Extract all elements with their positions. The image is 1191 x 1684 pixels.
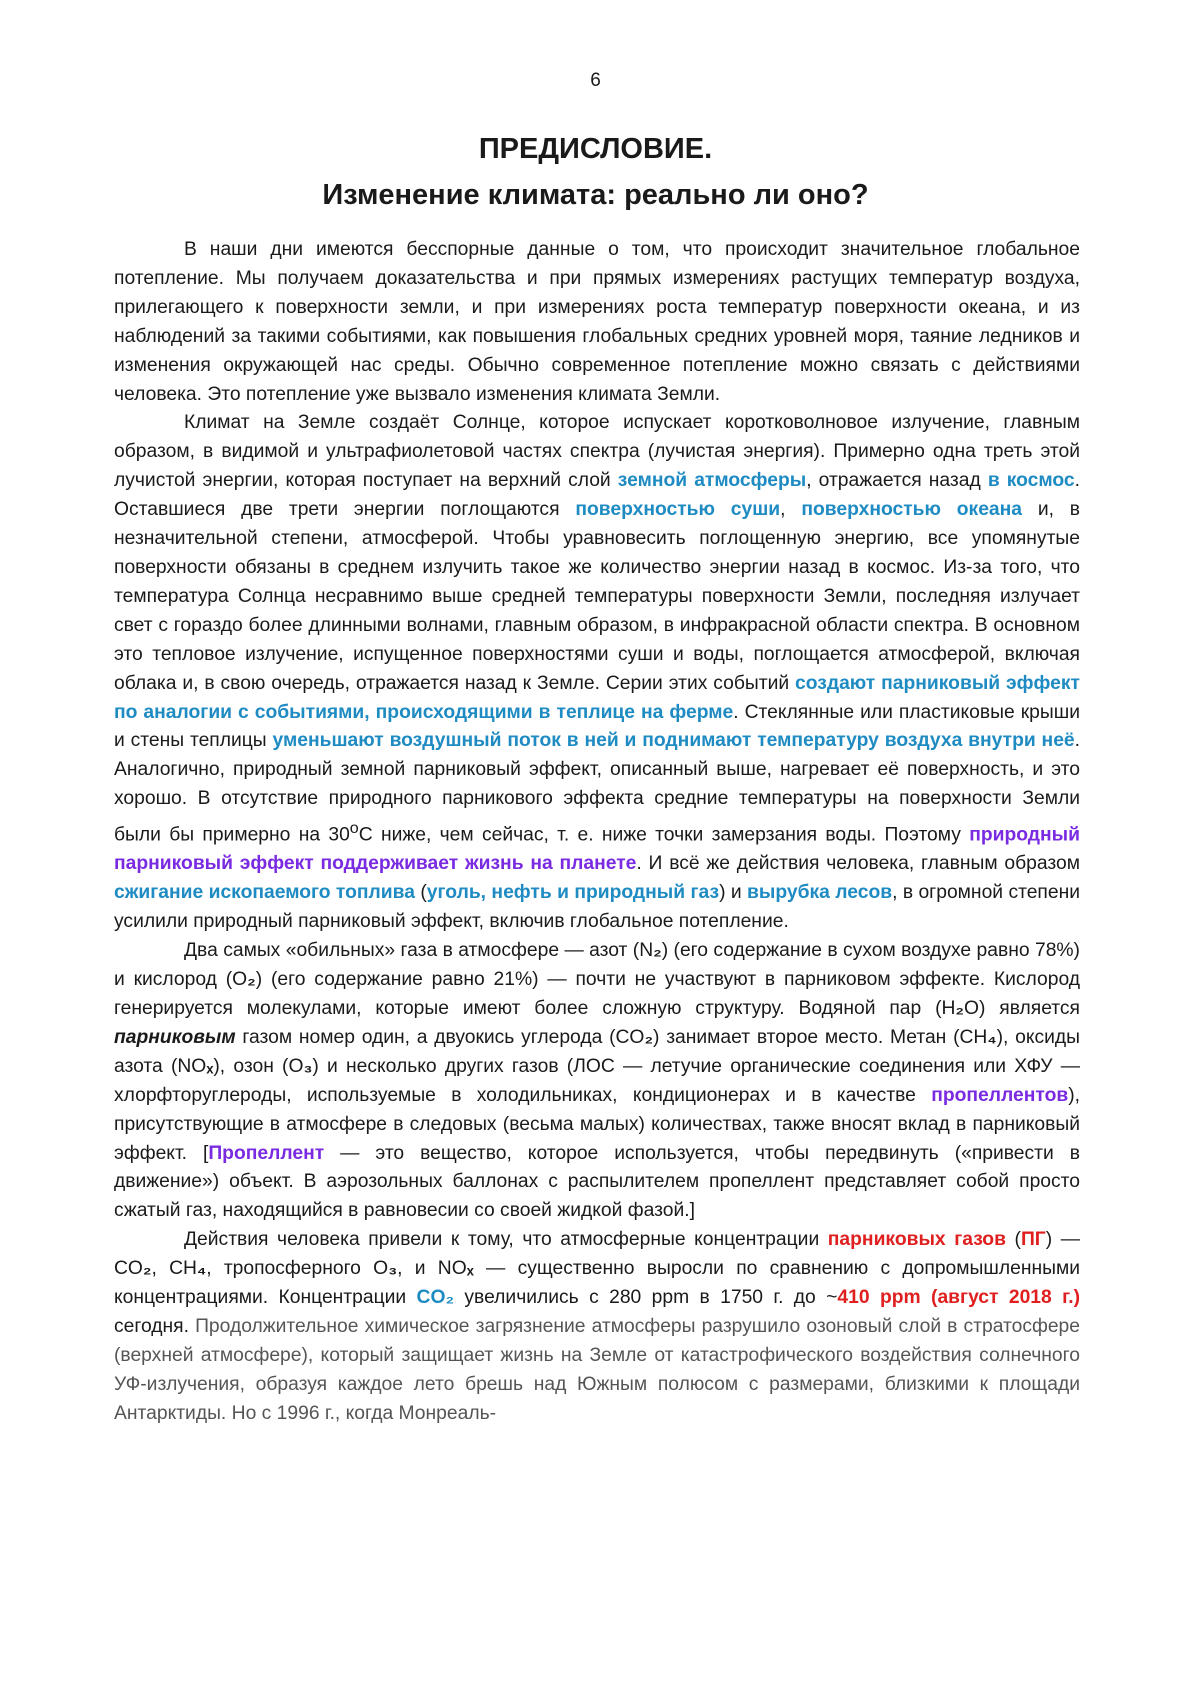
text: — существенно выросли по сравнению с допромышленными концентрациями. Концентрации bbox=[114, 1258, 1081, 1309]
text: . И всё же действия человека, главным образом bbox=[636, 853, 1080, 875]
text: Действия человека привели к тому, что атмосферные концентрации bbox=[184, 1229, 828, 1251]
text: , тропосферного O bbox=[206, 1258, 389, 1280]
highlight: поверхностью суши bbox=[575, 499, 781, 521]
text: , отражается назад bbox=[806, 470, 988, 492]
highlight: земной атмосферы bbox=[617, 470, 807, 492]
text: Климат на Земле создаёт Солнце, которое испускает коротковолновое излучение, главным образом, в видимой и ультрафиолетовой частях спектра (лучистая энергия). Примерно одна треть этой лучистой энергии, которая поступает на верхний слой bbox=[114, 412, 1080, 492]
heading-line-1: ПРЕДИСЛОВИЕ. bbox=[478, 133, 713, 165]
text: ) (его содержание в сухом воздухе равно 78%) и кислород (O bbox=[114, 940, 1080, 991]
highlight: вырубка лесов bbox=[747, 882, 893, 904]
text: ), оксиды азота (NO bbox=[114, 1026, 1080, 1077]
highlight: сжигание ископаемого топлива bbox=[114, 882, 415, 904]
text: газом номер один, а двуокись углерода (CO bbox=[235, 1026, 645, 1048]
gray-text: Продолжительное химическое загрязнение атмосферы разрушило озоновый слой в стратосфере (верхней атмосфере), который защищает жизнь на Земле от катастрофического воздействия солнечного УФ-излучения, образуя каждое лето брешь над Южным полюсом с размерами, близкими к площади Антарктиды. Но с 1996 г., когда Монреаль- bbox=[114, 1315, 1081, 1424]
highlight: поверхностью океана bbox=[801, 499, 1023, 521]
body-text bbox=[114, 236, 1080, 1429]
paragraph-1 bbox=[114, 236, 1080, 409]
text: . Аналогично, природный земной парниковый эффект, описанный выше, нагревает её поверхность, и это хорошо. В отсутствие природного парникового эффекта средние температуры на поверхности Земли были бы примерно на 30 bbox=[114, 730, 1081, 846]
subscript: ₂ bbox=[142, 1258, 152, 1280]
paragraph-3 bbox=[114, 937, 1080, 1226]
text: ), присутствующие в атмосфере в следовых (весьма малых) количествах, также вносят вклад в парниковый эффект. [ bbox=[114, 1084, 1080, 1164]
highlight: CO₂ bbox=[416, 1287, 455, 1309]
paragraph-2 bbox=[114, 409, 1080, 937]
text: В наши дни имеются бесспорные данные о том, что происходит значительное глобальное потепление. Мы получаем доказательства и при прямых измерениях растущих температур воздуха, прилегающего к поверхности земли, и при измерениях роста температур поверхности океана, и из наблюдений за такими событиями, как повышения глобальных средних уровней моря, таяние ледников и изменения окружающей нас среды. Обычно современное потепление можно связать с действиями человека. Это потепление уже вызвало изменения климата Земли. bbox=[114, 239, 1080, 405]
text: ) (его содержание равно 21%) — почти не участвуют в парниковом эффекте. Кислород генерируется молекулами, которые имеют более сложную структуру. Водяной пар (H bbox=[114, 969, 1081, 1019]
subscript: ₃ bbox=[388, 1258, 398, 1280]
subscript: ₂ bbox=[653, 940, 662, 962]
subscript: ₂ bbox=[955, 997, 964, 1019]
chapter-heading bbox=[0, 126, 1191, 218]
text: — это вещество, которое используется, чтобы передвинуть («привести в движение») объект. В аэрозольных баллонах с распылителем пропеллент представляет собой просто сжатый газ, находящийся в равновесии со своей жидкой фазой.] bbox=[114, 1142, 1080, 1222]
degree-sup: о bbox=[349, 819, 359, 838]
heading-line-2: Изменение климата: реально ли оно? bbox=[322, 179, 869, 211]
text: увеличились с 280 ppm в 1750 г. до ~ bbox=[454, 1287, 838, 1309]
highlight: природный парниковый эффект поддерживает жизнь на планете bbox=[114, 824, 1080, 875]
text: O) является bbox=[964, 997, 1080, 1019]
paragraph-4 bbox=[114, 1226, 1080, 1428]
highlight: уголь, нефть и природный газ bbox=[426, 882, 720, 904]
text: С ниже, чем сейчас, т. е. ниже точки замерзания воды. Поэтому bbox=[358, 824, 970, 846]
highlight: ПГ bbox=[1020, 1229, 1046, 1251]
highlight: создают парниковый эффект по аналогии с событиями, происходящими в теплице на ферме bbox=[114, 672, 1080, 723]
emphasis: парниковым bbox=[114, 1026, 236, 1048]
subscript: ₂ bbox=[247, 969, 256, 991]
highlight: в космос bbox=[987, 470, 1075, 492]
subscript: ₄ bbox=[196, 1258, 207, 1280]
subscript: ₃ bbox=[303, 1055, 313, 1077]
page-number: 6 bbox=[590, 70, 601, 91]
subscript: ₓ bbox=[466, 1258, 474, 1280]
text: Два самых «обильных» газа в атмосфере — азот (N bbox=[184, 940, 654, 962]
highlight: пропеллентов bbox=[931, 1084, 1069, 1106]
text: , в огромной степени усилили природный парниковый эффект, включив глобальное потепление. bbox=[114, 882, 1081, 933]
text: , bbox=[780, 499, 802, 521]
text: ), озон (O bbox=[213, 1055, 304, 1077]
text: и, в незначительной степени, атмосферой. Чтобы уравновесить поглощенную энергию, все упомянутые поверхности обязаны в среднем излучить такое же количество энергии назад в космос. Из-за того, что температура Солнца несравнимо выше средней температуры поверхности Земли, последняя излучает свет с гораздо более длинными волнами, главным образом, в инфракрасной области спектра. В основном это тепловое излучение, испущенное поверхностями суши и воды, поглощается атмосферой, включая облака и, в свою очередь, отражается назад к Земле. Серии этих событий bbox=[114, 499, 1081, 694]
highlight: 410 ppm (август 2018 г.) bbox=[837, 1287, 1080, 1309]
text: . Стеклянные или пластиковые крыши и стены теплицы bbox=[114, 701, 1080, 752]
text: сегодня. bbox=[114, 1315, 196, 1337]
text: ) и несколько других газов (ЛОС — летучие органические соединения или ХФУ — хлорфторуглероды, используемые в холодильниках, кондиционерах и в качестве bbox=[114, 1055, 1081, 1106]
highlight: уменьшают воздушный поток в ней и поднимают температуру воздуха внутри неё bbox=[272, 730, 1075, 752]
text: ) — CO bbox=[114, 1229, 1081, 1280]
text: ) занимает второе место. Метан (CH bbox=[653, 1026, 988, 1048]
text: , CH bbox=[151, 1258, 197, 1280]
text: , и NO bbox=[397, 1258, 467, 1280]
text: ( bbox=[1005, 1229, 1021, 1251]
text: ) и bbox=[719, 882, 748, 904]
subscript: ₂ bbox=[644, 1026, 654, 1048]
text: ( bbox=[414, 882, 427, 904]
text: . Оставшиеся две трети энергии поглощаются bbox=[114, 470, 1081, 521]
subscript: ₄ bbox=[987, 1026, 997, 1048]
highlight: парниковых газов bbox=[827, 1229, 1006, 1251]
highlight: Пропеллент bbox=[208, 1142, 325, 1164]
subscript: ₓ bbox=[206, 1055, 214, 1077]
